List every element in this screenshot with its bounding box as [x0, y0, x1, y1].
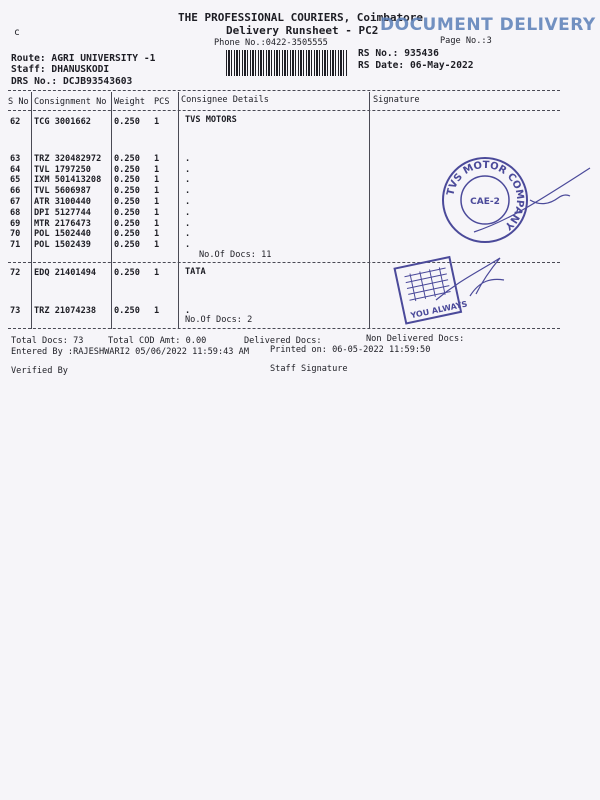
- docs-count: No.Of Docs: 2: [185, 315, 253, 325]
- row-pcs: 1: [154, 208, 160, 218]
- row-pcs: 1: [154, 306, 160, 316]
- row-details: .: [185, 186, 191, 196]
- row-weight: 0.250: [114, 208, 140, 218]
- rs-date: RS Date: 06-May-2022: [358, 60, 474, 71]
- printed-on: Printed on: 06-05-2022 11:59:50: [270, 345, 431, 355]
- row-pcs: 1: [154, 165, 160, 175]
- row-pcs: 1: [154, 268, 160, 278]
- row-weight: 0.250: [114, 186, 140, 196]
- row-pcs: 1: [154, 219, 160, 229]
- row-sno: 63: [10, 154, 21, 164]
- row-sno: 72: [10, 268, 21, 278]
- row-details: .: [185, 197, 191, 207]
- staff-signature: Staff Signature: [270, 364, 348, 374]
- row-sno: 64: [10, 165, 21, 175]
- row-sno: 69: [10, 219, 21, 229]
- document-title: Delivery Runsheet - PC2: [226, 24, 379, 37]
- row-consignment: MTR 2176473: [34, 219, 91, 229]
- docs-count: No.Of Docs: 11: [199, 250, 272, 260]
- drs-number: DRS No.: DCJB93543603: [11, 76, 133, 87]
- table-bottom-rule: [8, 328, 560, 329]
- col-pcs: PCS: [154, 97, 170, 107]
- col-sno: S No: [8, 97, 29, 107]
- document-delivery-stamp: DOCUMENT DELIVERY: [380, 15, 596, 35]
- barcode: [226, 50, 348, 76]
- row-pcs: 1: [154, 175, 160, 185]
- row-consignment: EDQ 21401494: [34, 268, 97, 278]
- row-sno: 65: [10, 175, 21, 185]
- route: Route: AGRI UNIVERSITY -1: [11, 53, 156, 64]
- row-weight: 0.250: [114, 229, 140, 239]
- header-bottom-rule: [8, 110, 560, 111]
- row-consignment: ATR 3100440: [34, 197, 91, 207]
- row-weight: 0.250: [114, 306, 140, 316]
- company-name: THE PROFESSIONAL COURIERS, Coimbatore: [178, 11, 424, 24]
- row-pcs: 1: [154, 154, 160, 164]
- row-weight: 0.250: [114, 219, 140, 229]
- col-weight: Weight: [114, 97, 146, 107]
- row-consignment: TVL 5606987: [34, 186, 91, 196]
- row-consignment: POL 1502440: [34, 229, 91, 239]
- row-pcs: 1: [154, 117, 160, 127]
- row-weight: 0.250: [114, 165, 140, 175]
- row-sno: 62: [10, 117, 21, 127]
- delivered-docs: Delivered Docs:: [244, 336, 322, 346]
- row-consignment: IXM 501413208: [34, 175, 102, 185]
- row-details: .: [185, 229, 191, 239]
- col-consignee: Consignee Details: [181, 95, 269, 105]
- row-details: .: [185, 306, 191, 316]
- row-sno: 66: [10, 186, 21, 196]
- row-weight: 0.250: [114, 175, 140, 185]
- row-sno: 67: [10, 197, 21, 207]
- col-consignment: Consignment No: [34, 97, 107, 107]
- row-weight: 0.250: [114, 197, 140, 207]
- total-docs: Total Docs: 73: [11, 336, 84, 346]
- row-pcs: 1: [154, 186, 160, 196]
- row-consignment: POL 1502439: [34, 240, 91, 250]
- tvs-stamp-center-text: CAE-2: [470, 197, 500, 207]
- row-pcs: 1: [154, 240, 160, 250]
- row-sno: 68: [10, 208, 21, 218]
- header-top-rule: [8, 90, 560, 91]
- table-row: [0, 306, 600, 317]
- col-signature: Signature: [373, 95, 420, 105]
- row-details: .: [185, 219, 191, 229]
- verified-by: Verified By: [11, 366, 68, 376]
- signature-scribble-2: [430, 250, 510, 310]
- received-stamp-text: YOU ALWAYS: [409, 299, 469, 321]
- row-sno: 71: [10, 240, 21, 250]
- staff: Staff: DHANUSKODI: [11, 64, 110, 75]
- row-weight: 0.250: [114, 240, 140, 250]
- row-consignment: TCG 3001662: [34, 117, 91, 127]
- row-details: .: [185, 240, 191, 250]
- tvs-stamp-ring-text: TVS MOTOR COMPANY: [445, 159, 526, 232]
- row-sno: 73: [10, 306, 21, 316]
- row-details: .: [185, 154, 191, 164]
- row-pcs: 1: [154, 197, 160, 207]
- row-weight: 0.250: [114, 268, 140, 278]
- row-consignment: TRZ 320482972: [34, 154, 102, 164]
- row-consignment: TRZ 21074238: [34, 306, 97, 316]
- consignee-name: TVS MOTORS: [185, 115, 237, 125]
- corner-mark: c: [14, 27, 20, 38]
- phone-number: Phone No.:0422-3505555: [214, 38, 328, 48]
- row-pcs: 1: [154, 229, 160, 239]
- row-details: .: [185, 165, 191, 175]
- signature-scribble: [470, 160, 595, 240]
- page-number: Page No.:3: [440, 36, 492, 46]
- consignee-name: TATA: [185, 267, 206, 277]
- rs-number: RS No.: 935436: [358, 48, 439, 59]
- total-cod: Total COD Amt: 0.00: [108, 336, 207, 346]
- row-details: .: [185, 208, 191, 218]
- row-weight: 0.250: [114, 154, 140, 164]
- row-consignment: DPI 5127744: [34, 208, 91, 218]
- table-row: [0, 268, 600, 279]
- non-delivered-docs: Non Delivered Docs:: [366, 334, 465, 344]
- row-details: .: [185, 175, 191, 185]
- row-sno: 70: [10, 229, 21, 239]
- row-weight: 0.250: [114, 117, 140, 127]
- row-consignment: TVL 1797250: [34, 165, 91, 175]
- table-row: [0, 117, 600, 128]
- entered-by: Entered By :RAJESHWARI2 05/06/2022 11:59:43 AM: [11, 347, 249, 357]
